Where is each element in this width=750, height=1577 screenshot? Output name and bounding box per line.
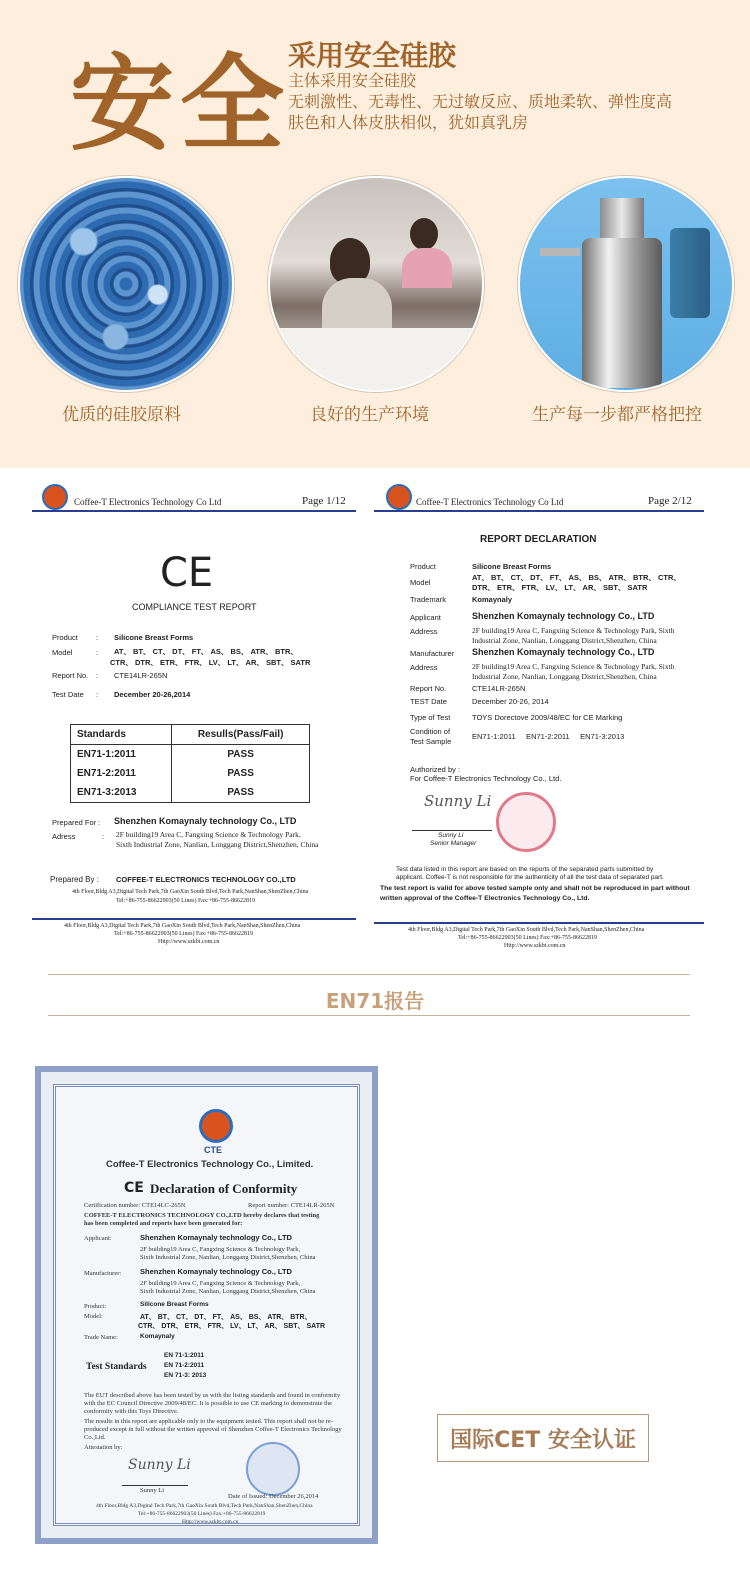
decl-condition-label: Condition of Test Sample — [410, 727, 452, 746]
section-label: EN71报告 — [325, 989, 425, 1013]
adress-label: Adress — [52, 832, 76, 841]
certificate-inner — [53, 1084, 360, 1526]
test-date-label: Test Date — [52, 690, 84, 699]
cert-standards-label: Test Standards — [86, 1362, 147, 1372]
footer-address: 4th Floor,Bldg A3,Digital Tech Park,7th GaoXin South Blvd,Tech Park,NanShan,ShenZhen,China — [408, 927, 645, 933]
test-date-value: December 20-26,2014 — [114, 690, 191, 699]
certificate — [35, 1066, 378, 1544]
adress-line-1: 2F building19 Area C, Fangxing Science & Technology Park, — [116, 830, 301, 839]
cte-seal-icon — [246, 1442, 300, 1496]
decl-applicant-label: Applicant — [410, 613, 441, 622]
report-title-2: REPORT DECLARATION — [480, 534, 597, 545]
decl-product-value: Silicone Breast Forms — [472, 562, 552, 571]
cert-product: Silicone Breast Forms — [140, 1301, 209, 1308]
cert-trade: Komaynaly — [140, 1333, 175, 1340]
cert-footer-phone: Tel:+86-755-86622903(50 Lines) Fax:+86-755-86622819 — [138, 1511, 266, 1517]
cert-addr-1: 2F building19 Area C, Fangxing Science & Technology Park, — [140, 1246, 301, 1253]
colon: : — [102, 832, 105, 841]
cert-logo-text: CTE — [204, 1145, 222, 1155]
signature-icon: Sunny Li — [424, 792, 492, 810]
standards-table — [70, 724, 310, 803]
cet-certification-badge: 国际CET 安全认证 — [437, 1414, 649, 1462]
table-cell: EN71-2:2011 — [71, 764, 172, 783]
cert-signer: Sunny Li — [140, 1487, 165, 1494]
prepared-for-label: Prepared For — [52, 818, 97, 827]
decl-report-label: Report No. — [410, 684, 447, 693]
hero-sub-title: 采用安全硅胶 — [288, 39, 457, 72]
cert-footer-address: 4th Floor,Bldg A3,Digital Tech Park,7th GaoXin South Blvd,Tech Park,NanShan,ShenZhen,China — [96, 1503, 313, 1509]
table-cell: EN71-1:2011 — [71, 745, 172, 765]
section-rule-bottom — [48, 1015, 690, 1016]
table-header: Resulls(Pass/Fail) — [172, 725, 310, 745]
note-line-1: Test data listed in this report are based on the reports of the separated parts submitted by — [396, 866, 654, 873]
footer-address: 4th Floor,Bldg A3,Digital Tech Park,7th GaoXin South Blvd,Tech Park,NanShan,ShenZhen,China — [64, 923, 301, 929]
footer-url: Http://www.szkbt.com.cn — [504, 943, 566, 949]
table-row — [71, 745, 310, 765]
report-company-1: Coffee-T Electronics Technology Co Ltd — [74, 497, 222, 507]
production-machine-image — [518, 176, 734, 392]
table-row — [71, 783, 310, 803]
report-page-2 — [374, 480, 704, 955]
report-page-number-2: Page 2/12 — [648, 495, 692, 507]
cert-standard-2: EN 71-2:2011 — [164, 1362, 205, 1369]
cert-model-2: CTR、 DTR、 ETR、 FTR、 LV、 LT、 AR、 SBT、 SATR — [138, 1323, 326, 1330]
cert-footer-url: Http://www.szkbt.com.cn — [182, 1519, 239, 1525]
decl-type-label: Type of Test — [410, 713, 451, 722]
decl-trademark-value: Komaynaly — [472, 595, 513, 604]
decl-date-value: December 20-26, 2014 — [472, 697, 549, 706]
decl-condition-value: EN71-1:2011 EN71-2:2011 EN71-3:2013 — [472, 732, 625, 741]
table-cell: PASS — [172, 764, 310, 783]
cte-logo-icon — [199, 1109, 233, 1143]
footer-url: Http://www.szkbt.com.cn — [158, 939, 220, 945]
cert-trade-label: Trade Name: — [84, 1334, 118, 1341]
prepared-by-address: 4th Floor,Bldg A3,Digital Tech Park,7th GaoXin South Blvd,Tech Park,NanShan,ShenZhen,China — [72, 889, 309, 895]
product-label: Product — [52, 633, 78, 642]
signature-rule — [122, 1485, 188, 1486]
table-header-row — [71, 725, 310, 745]
cert-paragraph-1: The EUT described above has been tested by us with the listing standards and found in conformity with the EC Council Directive 2009/48/EC. It is possible to use CE marking to demonstrate the conformity with this Toys Directive. — [84, 1392, 341, 1415]
cert-manufacturer: Shenzhen Komaynaly technology Co., LTD — [140, 1267, 292, 1276]
decl-trademark-label: Trademark — [410, 595, 446, 604]
footer-phone: Tel:+86-755-86622903(50 Lines) Fax:+86-755-86622819 — [114, 931, 253, 937]
table-cell: PASS — [172, 783, 310, 803]
hero-big-title: 安全 — [70, 43, 291, 165]
cert-date: Date of Issued: December 26,2014 — [228, 1493, 319, 1500]
table-cell: PASS — [172, 745, 310, 765]
decl-manufacturer-label: Manufacturer — [410, 649, 455, 658]
cert-addr-2: Sixth Industrial Zone, Nanlian, Longgang District,Shenzhen, China — [140, 1254, 316, 1261]
decl-model-label: Model — [410, 578, 431, 587]
table-cell: EN71-3:2013 — [71, 783, 172, 803]
table-row — [71, 764, 310, 783]
colon: : — [96, 690, 99, 699]
decl-product-label: Product — [410, 562, 436, 571]
cte-logo-icon — [42, 484, 68, 510]
prepared-for-value: Shenzhen Komaynaly technology Co., LTD — [114, 816, 297, 826]
cert-standard-3: EN 71-3: 2013 — [164, 1372, 207, 1379]
signature-icon: Sunny Li — [128, 1457, 191, 1473]
hero-line-1: 主体采用安全硅胶 — [288, 71, 417, 90]
decl-manufacturer-value: Shenzhen Komaynaly technology Co., LTD — [472, 647, 655, 657]
footer-rule — [32, 918, 356, 920]
ce-mark-icon: CE — [124, 1180, 144, 1196]
hero-line-2: 无刺激性、无毒性、无过敏反应、质地柔软、弹性度高 — [288, 92, 673, 111]
cert-addr-4: Sixth Industrial Zone, Nanlian, Longgang District,Shenzhen, China — [140, 1288, 316, 1295]
ce-mark-icon: CE — [160, 550, 214, 596]
prepared-by-label: Prepared By : — [50, 875, 99, 884]
cert-intro-2: has been completed and reports have been generated for: — [84, 1220, 243, 1227]
footer-rule — [374, 922, 704, 924]
cert-product-label: Product: — [84, 1303, 107, 1310]
report-no-value: CTE14LR-265N — [114, 671, 168, 680]
note-line-4: written approval of the Coffee-T Electronics Technology Co., Ltd. — [380, 895, 590, 902]
model-line-2: CTR、 DTR、 ETR、 FTR、 LV、 LT、 AR、 SBT、 SATR — [110, 658, 311, 667]
hero-line-3: 肤色和人体皮肤相似，犹如真乳房 — [288, 113, 529, 132]
cert-applicant: Shenzhen Komaynaly technology Co., LTD — [140, 1233, 292, 1242]
cte-logo-icon — [386, 484, 412, 510]
report-page-1 — [32, 480, 356, 950]
cert-addr-3: 2F building19 Area C, Fangxing Science & Technology Park, — [140, 1280, 301, 1287]
cert-intro-1: COFFEE-T ELECTRONICS TECHNOLOGY CO.,LTD hereby declares that testing — [84, 1212, 320, 1219]
cert-number: Certification number: CTE14LC-265N — [84, 1202, 186, 1209]
section-rule-top — [48, 974, 690, 975]
model-label: Model — [52, 648, 73, 657]
decl-model-value: AT、 BT、 CT、 DT、 FT、 AS、 BS、 ATR、 BTR、 CTR、 DTR、 ETR、 FTR、 LV、 LT、 AR、 SBT、 SATR — [472, 573, 681, 592]
signature-rule — [412, 830, 492, 831]
decl-address2-label: Address — [410, 663, 438, 672]
cert-model-1: AT、 BT、 CT、 DT、 FT、 AS、 BS、 ATR、 BTR、 — [140, 1314, 312, 1321]
report-no-label: Report No. — [52, 671, 89, 680]
decl-report-value: CTE14LR-265N — [472, 684, 526, 693]
decl-type-value: TOYS Dorectove 2009/48/EC for CE Marking — [472, 713, 623, 722]
cert-title: Declaration of Conformity — [150, 1181, 298, 1196]
footer-phone: Tel:+86-755-86622903(50 Lines) Fax:+86-755-86622819 — [458, 935, 597, 941]
table-header: Standards — [71, 725, 172, 745]
caption-strict-control: 生产每一步都严格把控 — [532, 405, 702, 425]
decl-address2-value: 2F building19 Area C, Fangxing Science & Technology Park, Sixth Industrial Zone, Nanlian, Longgang District,Shenzhen, China — [472, 662, 675, 681]
company-seal-icon — [496, 792, 556, 852]
cert-report-number: Report number: CTE14LR-265N — [248, 1202, 335, 1209]
decl-applicant-value: Shenzhen Komaynaly technology Co., LTD — [472, 611, 655, 621]
cert-paragraph-2: The results in this report are applicable only to the equipment tested. This report shall not be re-produced except in full without the written approval of Shenzhen Coffee-T Electronics Technology Co.,Ltd. — [84, 1418, 342, 1441]
colon: : — [98, 818, 101, 827]
signer-name: Sunny Li — [438, 832, 464, 839]
caption-raw-material: 优质的硅胶原料 — [62, 405, 181, 425]
report-title-1: COMPLIANCE TEST REPORT — [132, 602, 257, 612]
colon: : — [96, 671, 99, 680]
model-line-1: AT、 BT、 CT、 DT、 FT、 AS、 BS、 ATR、 BTR、 — [114, 647, 298, 656]
note-line-3: The test report is valid for above tested sample only and shall not be reproduced in part without — [380, 885, 690, 892]
prepared-by-phone: Tel:+86-755-86622903(50 Lines) Fax:+86-755-86622819 — [116, 898, 255, 904]
prepared-by-value: COFFEE-T ELECTRONICS TECHNOLOGY CO.,LTD — [116, 875, 296, 884]
cert-manufacturer-label: Manufacturer: — [84, 1270, 122, 1277]
cert-model-label: Model: — [84, 1313, 103, 1320]
report-page-number-1: Page 1/12 — [302, 495, 346, 507]
silicone-beads-image — [18, 176, 234, 392]
factory-workers-image — [268, 176, 484, 392]
colon: : — [96, 648, 99, 657]
decl-address-value: 2F building19 Area C, Fangxing Science & Technology Park, Sixth Industrial Zone, Nanlian, Longgang District,Shenzhen, China — [472, 626, 675, 645]
caption-environment: 良好的生产环境 — [310, 405, 429, 425]
auth-by: Authorized by : — [410, 765, 461, 774]
cert-company: Coffee-T Electronics Technology Co., Limited. — [106, 1159, 314, 1170]
cert-attestation: Attestation by: — [84, 1444, 123, 1451]
product-value: Silicone Breast Forms — [114, 633, 194, 642]
decl-date-label: TEST Date — [410, 697, 447, 706]
cert-applicant-label: Applicant: — [84, 1235, 112, 1242]
auth-company: For Coffee-T Electronics Technology Co., Ltd. — [410, 774, 562, 783]
decl-address-label: Address — [410, 627, 438, 636]
report-company-2: Coffee-T Electronics Technology Co Ltd — [416, 497, 564, 507]
note-line-2: applicant. Coffee-T is not responsible for the authenticity of all the test data of separated part. — [396, 874, 664, 881]
signer-title: Senior Manager — [430, 840, 477, 847]
colon: : — [96, 633, 99, 642]
adress-line-2: Sixth Industrial Zone, Nanlian, Longgang District,Shenzhen, China — [116, 840, 319, 849]
cert-standard-1: EN 71-1:2011 — [164, 1352, 205, 1359]
